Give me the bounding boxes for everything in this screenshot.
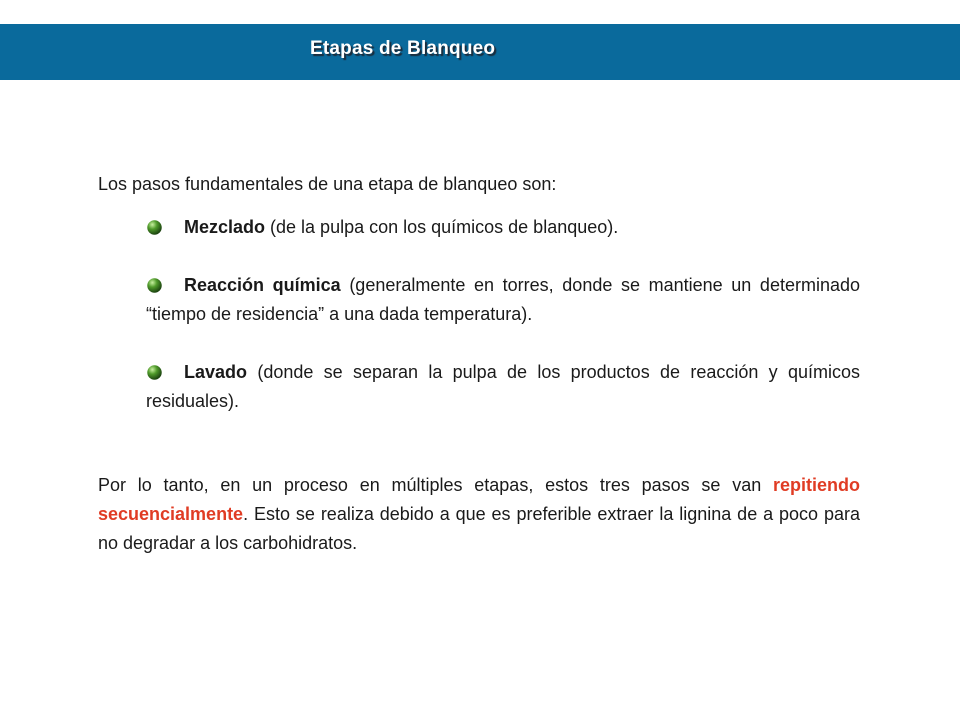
page-title: Etapas de Blanqueo (310, 38, 496, 59)
closing-text-before: Por lo tanto, en un proceso en múltiples etapas, estos tres pasos se van (98, 475, 773, 495)
step-term: Mezclado (184, 217, 266, 237)
step-description: (donde se separan la pulpa de los productos de reacción y químicos residuales). (146, 362, 860, 411)
step-item-reaccion (146, 271, 860, 329)
steps-list (98, 213, 860, 416)
title-banner (0, 24, 960, 80)
step-description: (de la pulpa con los químicos de blanqueo). (265, 217, 619, 237)
green-sphere-bullet-icon (146, 219, 163, 236)
intro-text: Los pasos fundamentales de una etapa de blanqueo son: (98, 174, 557, 194)
step-item-mezclado (146, 213, 860, 242)
green-sphere-bullet-icon (146, 364, 163, 381)
step-item-lavado (146, 358, 860, 416)
closing-text-after: . Esto se realiza debido a que es preferible extraer la lignina de a poco para no degradar a los carbohidratos. (98, 504, 860, 553)
closing-paragraph (98, 471, 860, 558)
slide-body (98, 170, 860, 558)
step-term: Reacción química (184, 275, 341, 295)
step-term: Lavado (184, 362, 248, 382)
green-sphere-bullet-icon (146, 277, 163, 294)
highlighted-phrase: repitiendo secuencialmente (98, 475, 860, 524)
step-description: (generalmente en torres, donde se mantiene un determinado “tiempo de residencia” a una dada temperatura). (146, 275, 860, 324)
